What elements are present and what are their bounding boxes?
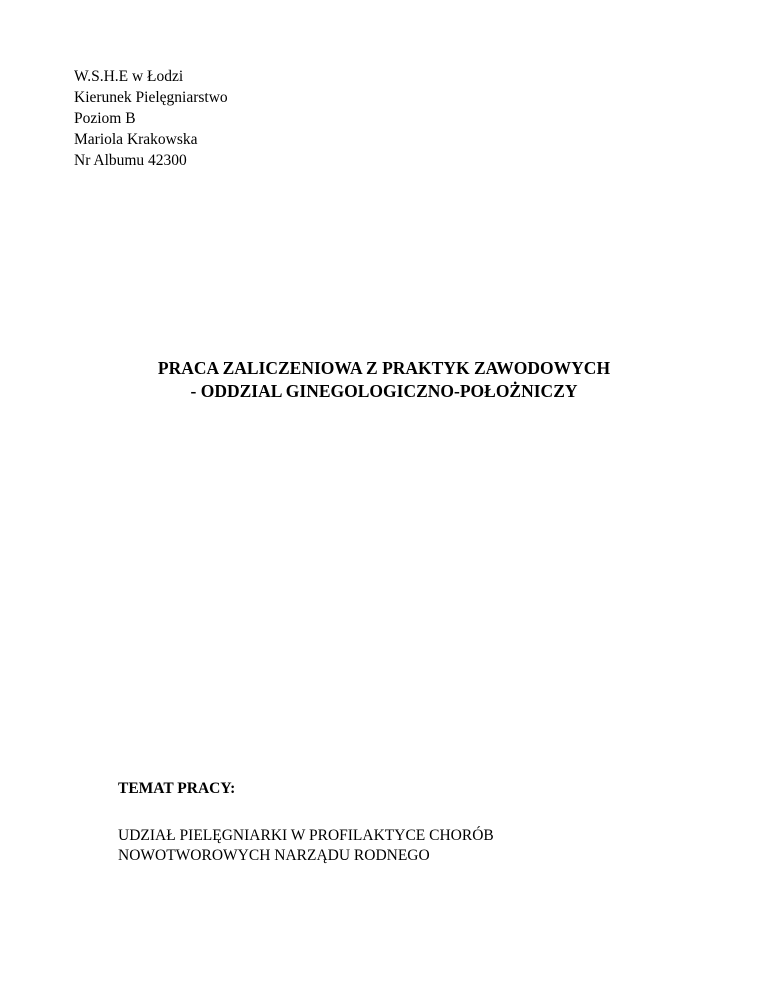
author-name: Mariola Krakowska: [74, 131, 198, 148]
topic-label: TEMAT PRACY:: [118, 780, 236, 797]
album-number: Nr Albumu 42300: [74, 152, 187, 169]
topic-text: [118, 826, 494, 866]
level: Poziom B: [74, 110, 136, 127]
title-line-2: - ODDZIAL GINEGOLOGICZNO-POŁOŻNICZY: [190, 381, 578, 401]
author-info-block: [74, 66, 228, 171]
field-of-study: Kierunek Pielęgniarstwo: [74, 89, 228, 106]
topic-line-2: NOWOTWOROWYCH NARZĄDU RODNEGO: [118, 847, 430, 864]
document-title: [0, 357, 768, 403]
title-line-1: PRACA ZALICZENIOWA Z PRAKTYK ZAWODOWYCH: [157, 358, 611, 378]
school-name: W.S.H.E w Łodzi: [74, 68, 184, 85]
topic-line-1: UDZIAŁ PIELĘGNIARKI W PROFILAKTYCE CHORÓB: [118, 827, 494, 844]
